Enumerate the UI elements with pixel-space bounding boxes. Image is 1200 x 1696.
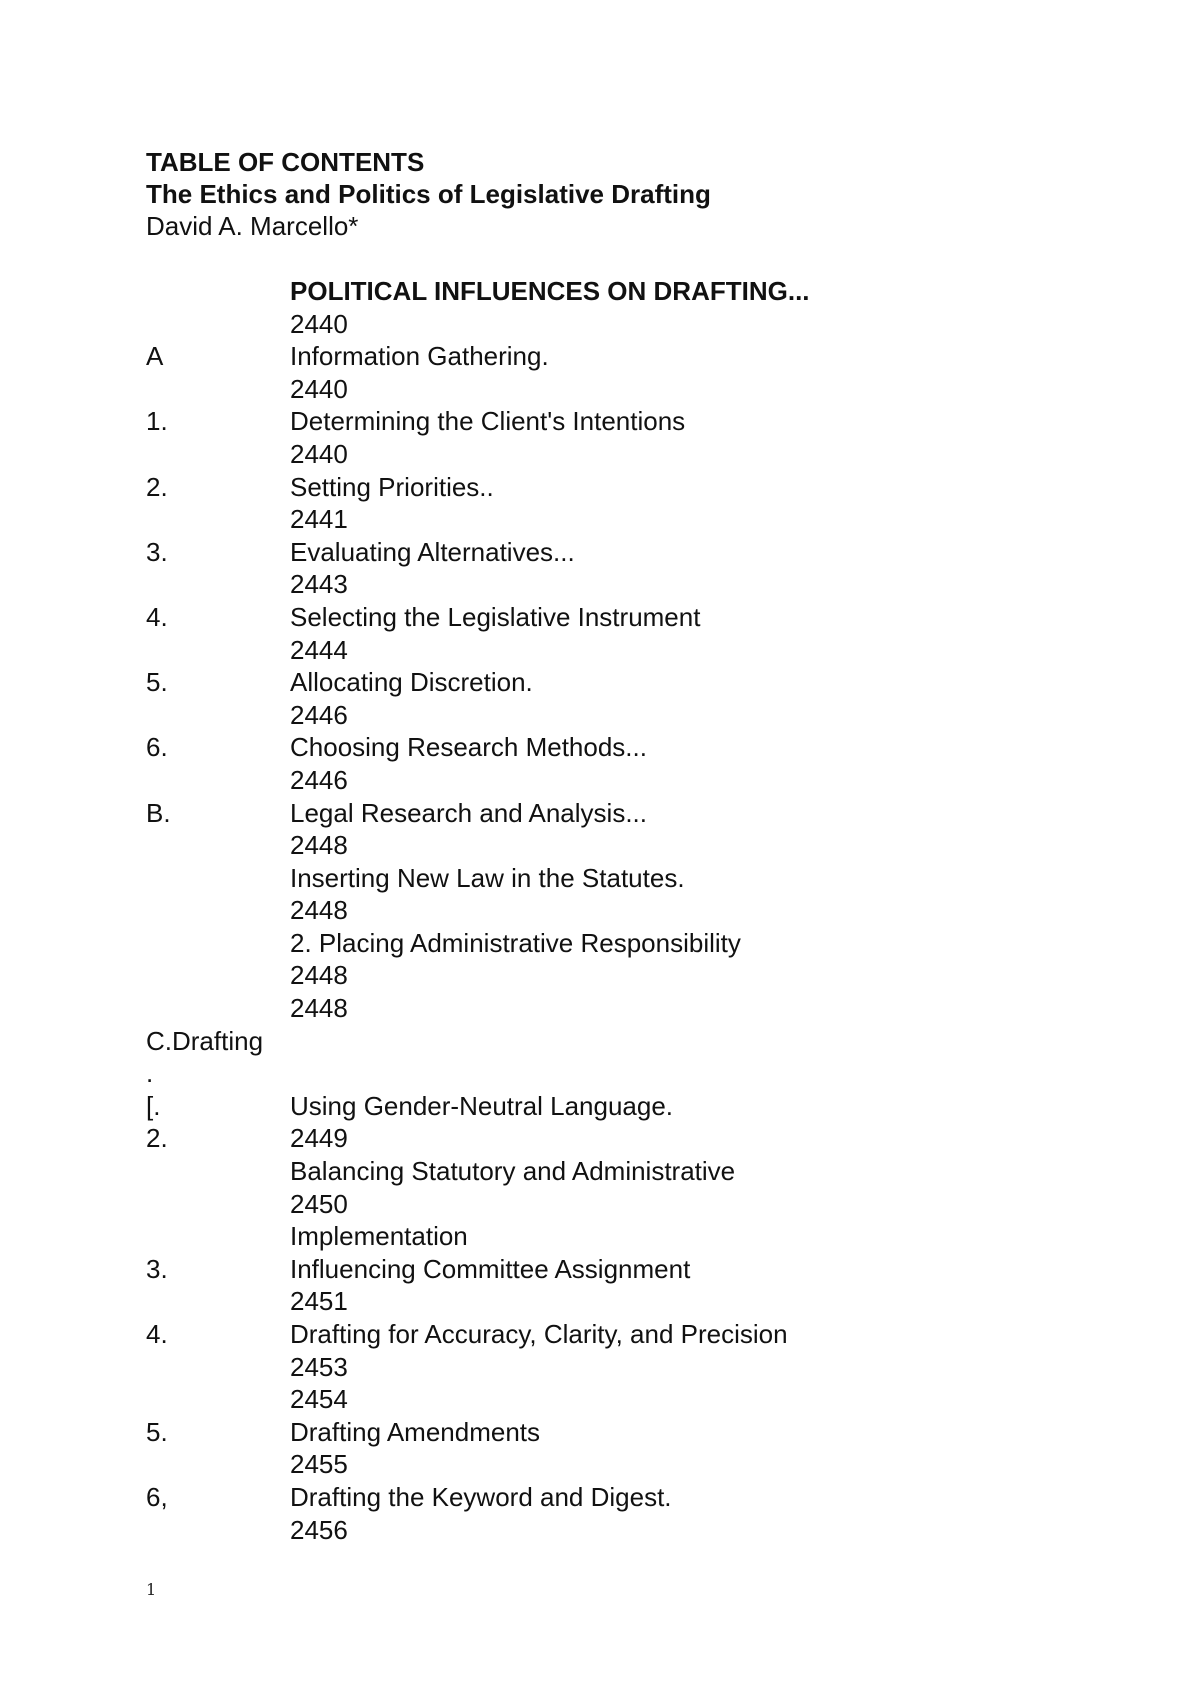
toc-entry-text: Legal Research and Analysis...	[290, 797, 647, 828]
toc-entry-number: 1.	[146, 406, 168, 437]
toc-entry-number: 6,	[146, 1481, 168, 1512]
toc-entry-text: 2454	[290, 1384, 348, 1415]
toc-entry-text: 2456	[290, 1514, 348, 1545]
toc-entry-number: 5.	[146, 667, 168, 698]
toc-entry-text: 2440	[290, 438, 348, 469]
toc-entry	[146, 927, 1106, 960]
toc-entry	[146, 992, 1106, 1025]
toc-entry-text: 2443	[290, 569, 348, 600]
toc-entry-text: 2448	[290, 993, 348, 1024]
toc-entry-number: B.	[146, 797, 171, 828]
toc-entry-text: 2440	[290, 373, 348, 404]
toc-entry	[146, 568, 1106, 601]
toc-entry-text: 2448	[290, 830, 348, 861]
toc-entry	[146, 1351, 1106, 1384]
toc-entry-text: Using Gender-Neutral Language.	[290, 1090, 674, 1121]
toc-entry	[146, 1057, 1106, 1090]
toc-entry-text: 2446	[290, 699, 348, 730]
toc-entry-number: C.Drafting	[146, 1025, 264, 1056]
toc-entry	[146, 405, 1106, 438]
toc-entry	[146, 764, 1106, 797]
toc-entry	[146, 1025, 1106, 1058]
toc-entry-text: 2455	[290, 1449, 348, 1480]
toc-entry	[146, 862, 1106, 895]
toc-entry	[146, 1383, 1106, 1416]
toc-entry-number: A	[146, 341, 164, 372]
toc-entry	[146, 666, 1106, 699]
toc-entry-text: Influencing Committee Assignment	[290, 1253, 691, 1284]
toc-entry	[146, 959, 1106, 992]
toc-entry-text: Implementation	[290, 1221, 468, 1252]
toc-entry-number: 2.	[146, 1123, 168, 1154]
toc-entry	[146, 1090, 1106, 1123]
toc-entry-text: 2. Placing Administrative Responsibility	[290, 927, 741, 958]
toc-entry-text: Determining the Client's Intentions	[290, 406, 686, 437]
toc-entry	[146, 634, 1106, 667]
toc-entry-text: 2440	[290, 308, 348, 339]
toc-entry	[146, 699, 1106, 732]
toc-entry-text: Choosing Research Methods...	[290, 732, 647, 763]
toc-entry	[146, 1318, 1106, 1351]
toc-entry	[146, 1416, 1106, 1449]
toc-entry	[146, 471, 1106, 504]
table-of-contents	[146, 275, 1106, 1546]
page-number: 1	[146, 1580, 157, 1599]
toc-entry-text: Selecting the Legislative Instrument	[290, 601, 701, 632]
toc-entry	[146, 438, 1106, 471]
toc-entry-number: 3.	[146, 536, 168, 567]
toc-entry-text: Evaluating Alternatives...	[290, 536, 575, 567]
toc-entry	[146, 373, 1106, 406]
toc-entry-number: .	[146, 1058, 154, 1089]
toc-entry-text: Information Gathering.	[290, 341, 549, 372]
toc-entry	[146, 1253, 1106, 1286]
toc-entry	[146, 1481, 1106, 1514]
toc-entry-text: 2441	[290, 504, 348, 535]
toc-entry-number: 3.	[146, 1253, 168, 1284]
toc-entry-number: 4.	[146, 1319, 168, 1349]
toc-entry	[146, 1220, 1106, 1253]
toc-entry-number: 4.	[146, 601, 168, 632]
toc-entry-text: Inserting New Law in the Statutes.	[290, 862, 685, 893]
toc-entry	[146, 503, 1106, 536]
toc-title: TABLE OF CONTENTS	[146, 147, 425, 177]
toc-entry	[146, 731, 1106, 764]
toc-entry	[146, 829, 1106, 862]
author-name: David A. Marcello*	[146, 211, 359, 241]
toc-entry-text: POLITICAL INFLUENCES ON DRAFTING...	[290, 276, 810, 306]
toc-entry	[146, 797, 1106, 830]
toc-entry-text: 2446	[290, 764, 348, 795]
toc-entry	[146, 1514, 1106, 1547]
toc-entry	[146, 340, 1106, 373]
toc-entry	[146, 1188, 1106, 1221]
toc-entry	[146, 601, 1106, 634]
toc-entry-text: Drafting Amendments	[290, 1416, 541, 1447]
toc-entry-number: 5.	[146, 1416, 168, 1447]
toc-entry-text: 2450	[290, 1188, 348, 1219]
toc-entry-text: 2444	[290, 634, 348, 665]
toc-entry-text: Drafting for Accuracy, Clarity, and Precision	[290, 1319, 788, 1349]
toc-entry-number: [.	[146, 1090, 161, 1121]
toc-entry	[146, 275, 1106, 308]
toc-entry-text: Allocating Discretion.	[290, 667, 533, 698]
toc-entry	[146, 1155, 1106, 1188]
toc-entry	[146, 894, 1106, 927]
toc-entry-text: 2448	[290, 960, 348, 991]
toc-entry-text: Drafting the Keyword and Digest.	[290, 1481, 672, 1512]
toc-entry	[146, 1285, 1106, 1318]
toc-entry	[146, 308, 1106, 341]
toc-entry-text: 2453	[290, 1351, 348, 1382]
article-title: The Ethics and Politics of Legislative Drafting	[146, 179, 711, 209]
document-header	[146, 146, 711, 242]
toc-entry-text: Balancing Statutory and Administrative	[290, 1156, 736, 1187]
toc-entry-number: 6.	[146, 732, 168, 763]
toc-entry	[146, 1448, 1106, 1481]
toc-entry-text: 2451	[290, 1286, 348, 1317]
toc-entry-text: Setting Priorities..	[290, 471, 494, 502]
toc-entry	[146, 536, 1106, 569]
toc-entry-number: 2.	[146, 471, 168, 502]
toc-entry-text: 2449	[290, 1123, 348, 1154]
toc-entry-text: 2448	[290, 895, 348, 926]
toc-entry	[146, 1122, 1106, 1155]
